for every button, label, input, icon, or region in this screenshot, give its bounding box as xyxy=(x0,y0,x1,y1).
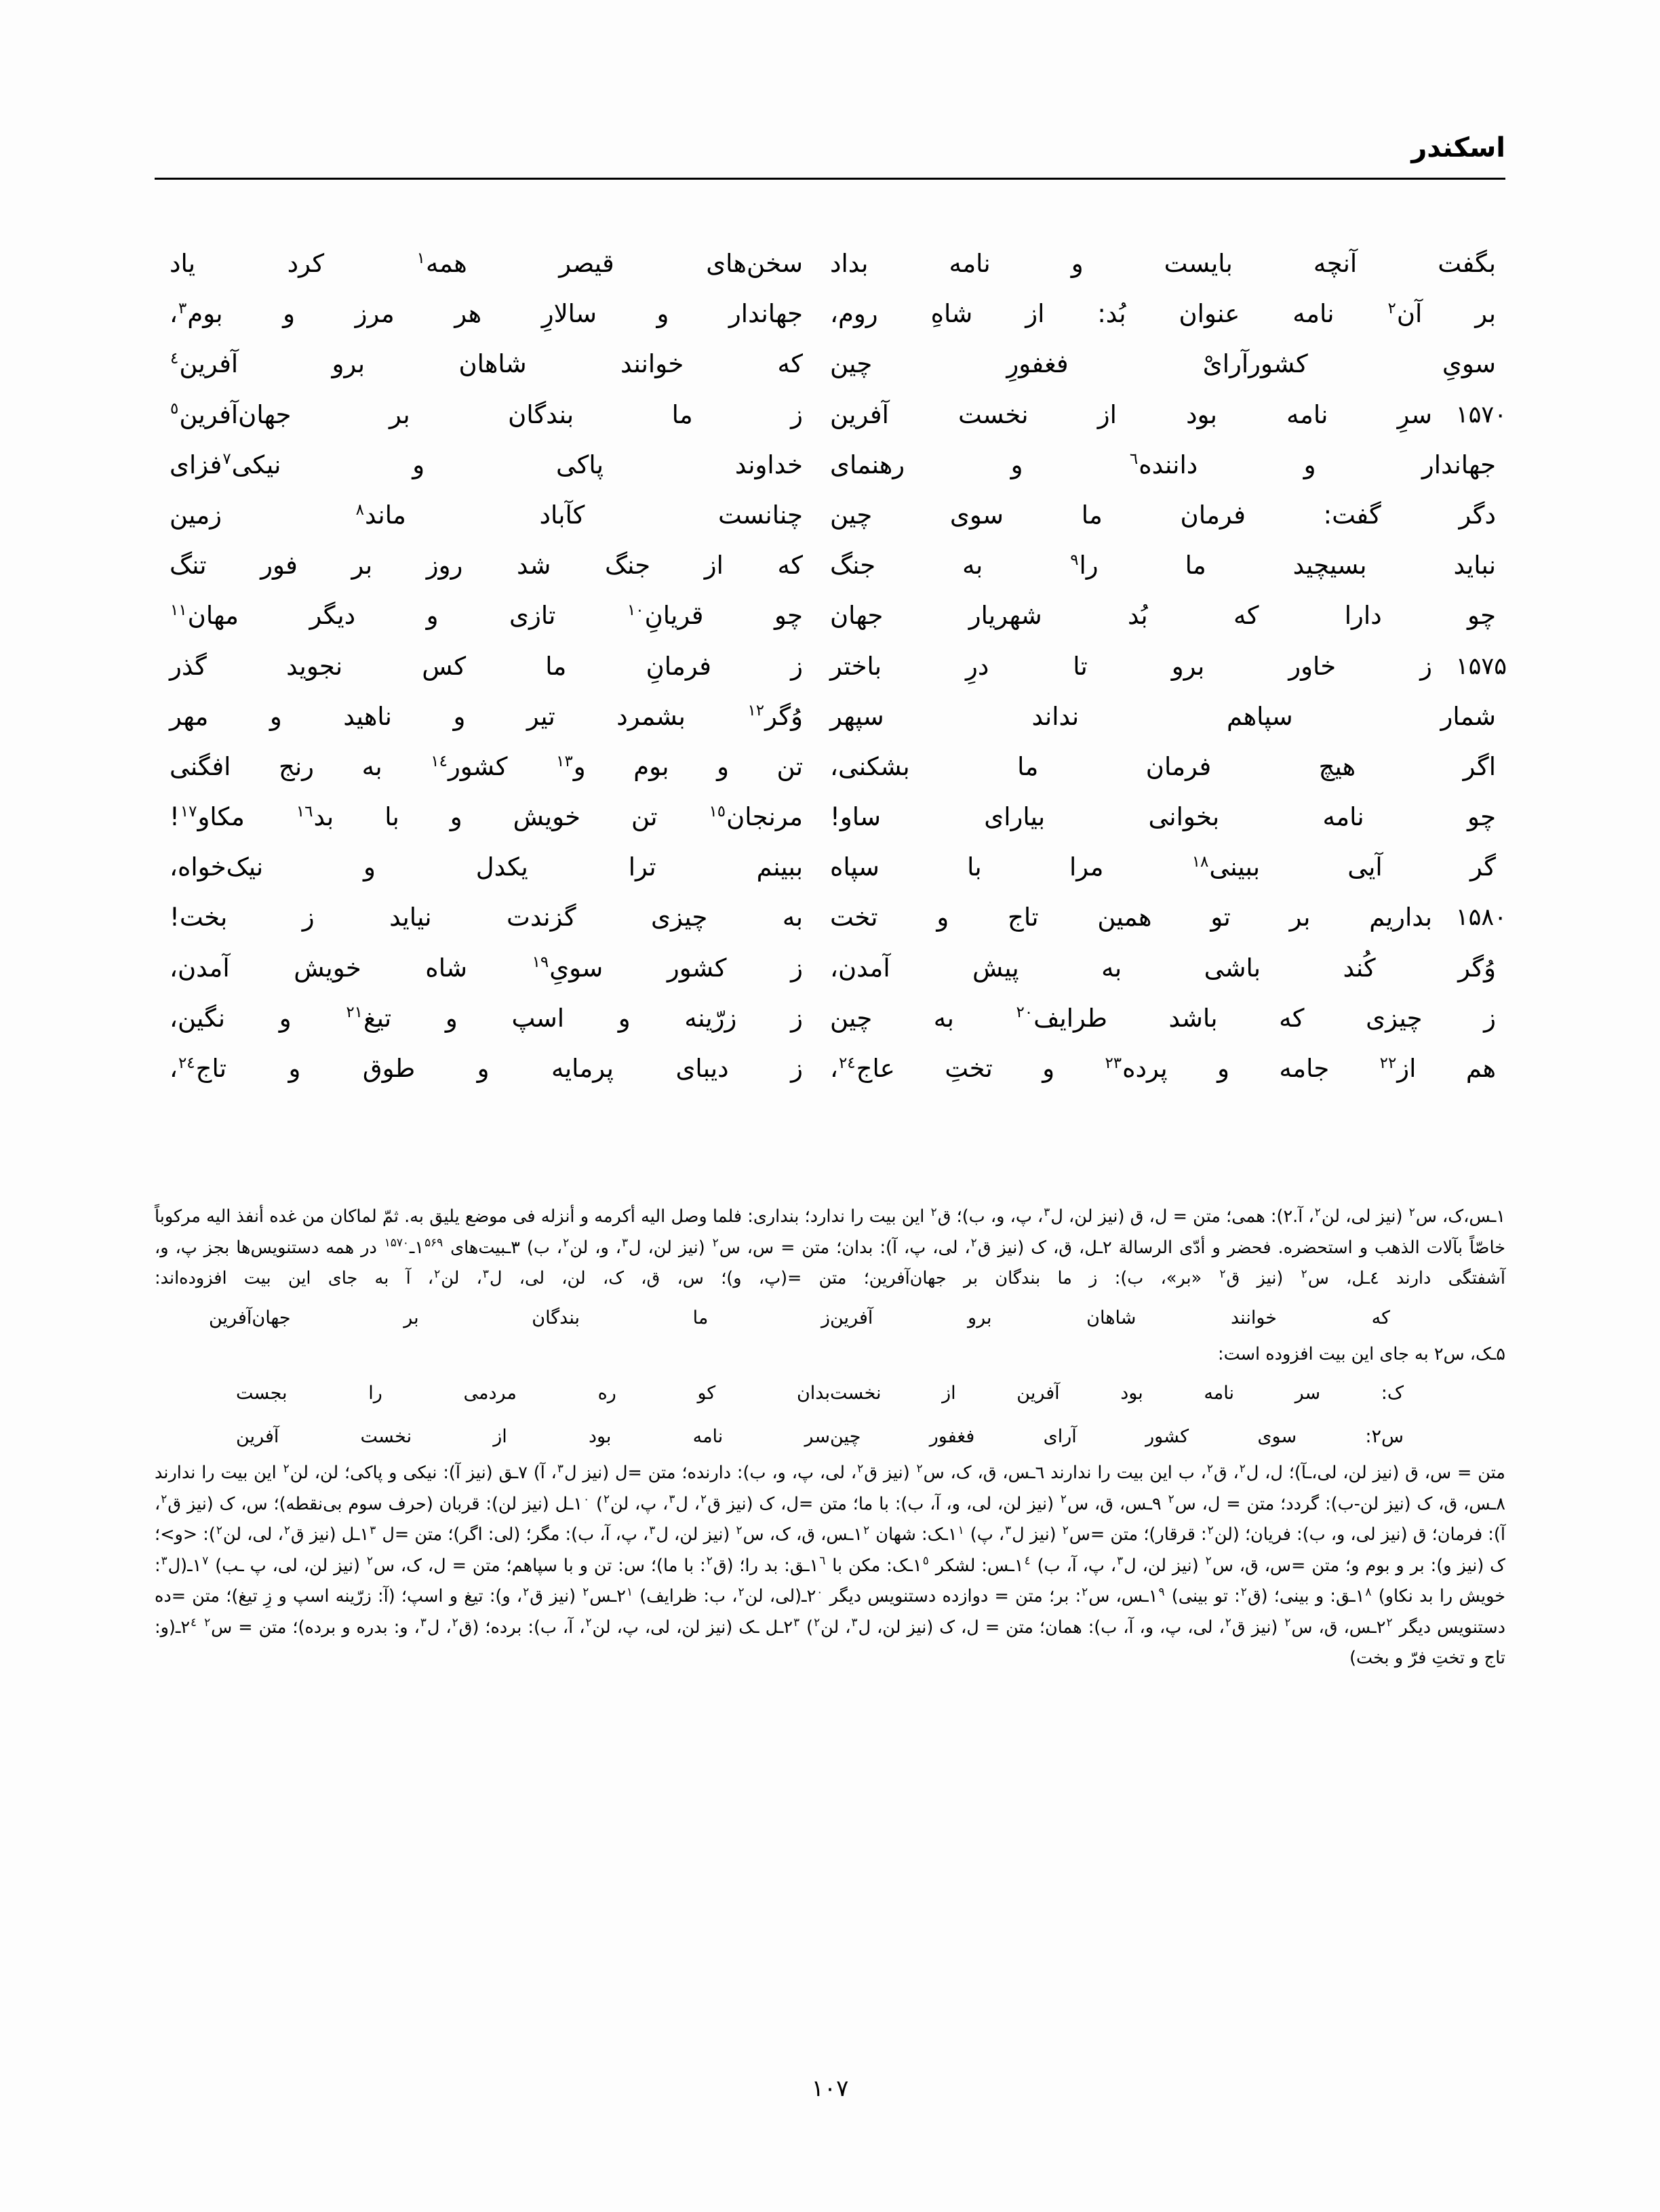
inset-verse-1 xyxy=(155,1299,1505,1338)
inset-verse-2-hemistich-right: ک: سر نامه بود آفرین از نخست xyxy=(830,1383,1404,1404)
hemistich-right xyxy=(830,339,1505,389)
verse-block xyxy=(155,239,1505,1094)
hemistich-right xyxy=(830,289,1505,339)
hemistich-right-text: ز خاور برو تا درِ باختر xyxy=(830,651,1432,681)
hemistich-left-text: که خوانند شاهان برو آفرین$^٤$ xyxy=(170,349,803,379)
hemistich-right-text: بر آن$^٢$ نامه عنوان بُد: از شاهِ روم، xyxy=(830,299,1496,329)
hemistich-right xyxy=(830,742,1505,792)
hemistich-right-text: نباید بسیچید ما را$^٩$ به جنگ xyxy=(830,551,1496,580)
hemistich-left-text: جهاندار و سالارِ هر مرز و بوم$^٣$، xyxy=(170,299,803,329)
hemistich-left-text: ز فرمانِ ما کس نجوید گذر xyxy=(170,651,803,681)
hemistich-right-text: جهاندار و داننده$^٦$ و رهنمای xyxy=(830,450,1496,479)
hemistich-right-text: دگر گفت: فرمان ما سوی چین xyxy=(830,500,1496,530)
hemistich-left xyxy=(155,289,830,339)
hemistich-left-text: ز کشور سویِ$^{١٩}$ شاه خویش آمدن، xyxy=(170,953,803,983)
hemistich-left-text: سخن‌های قیصر همه$^١$ کرد یاد xyxy=(170,249,803,278)
hemistich-left xyxy=(155,993,830,1044)
verse-line xyxy=(155,692,1505,742)
hemistich-left-text: مرنجان$^{١٥}$ تن خویش و با بد$^{١٦}$ مکاو$^{١٧}$! xyxy=(170,802,803,832)
hemistich-left-text: چنانست کآباد ماند$^٨$ زمین xyxy=(170,500,803,530)
inset-verse-1-hemistich-right: که خوانند شاهان برو آفرین xyxy=(830,1307,1390,1328)
verse-line xyxy=(155,1044,1505,1094)
verse-line xyxy=(155,993,1505,1044)
verse-line xyxy=(155,943,1505,993)
inset-verse-1-hemistich-left: ز ما بندگان بر جهان‌آفرین xyxy=(209,1307,830,1328)
hemistich-left-text: که از جنگ شد روز بر فور تنگ xyxy=(170,551,803,580)
hemistich-right xyxy=(830,440,1505,490)
verse-line xyxy=(155,490,1505,540)
hemistich-left xyxy=(155,692,830,742)
hemistich-right xyxy=(830,591,1505,641)
hemistich-right xyxy=(830,892,1505,943)
hemistich-left-text: ز زرّینه و اسپ و تیغ$^{٢١}$ و نگین، xyxy=(170,1003,803,1033)
hemistich-left xyxy=(155,390,830,440)
apparatus-paragraph-1: ۱ـس،ک، س$^٢$ (نیز لی، لن$^٢$، آ.٢): همی؛ متن = ل، ق (نیز لن، ل$^٣$، پ، و، ب)؛ ق$^٢$ این بیت را ندارد؛ بنداری: فلما وصل الیه أکرمه و أنزله فی موضع یلیق به. ثمّ لماکان من غده أنفذ الیه مرکوباً خاصّاً بآلات الذهب و استحضره. فحضر و أدّی الرسالة ٢ـل، ق، ک (نیز ق$^٢$، لی، پ، آ): بدان؛ متن = س، س$^٢$ (نیز لن، ل$^٣$، و، لن$^٢$، ب) ٣ـبیت‌های ۱$^{۵۶۹}$ـ$^{۱۵۷۰}$ در همه دستنویس‌ها بجز پ، و، آشفتگی دارند ٤ـل، س$^٢$ (نیز ق$^٢$ «بر»، ب): ز ما بندگان بر جهان‌آفرین؛ متن =(پ، و)؛ س، ق، ک، لن، لی، ل$^٣$، لن$^٢$، آ به جای این بیت افزوده‌اند: xyxy=(155,1204,1506,1288)
inset-verse-2-hemistich-left: بدان کو ره مردمی را بجست xyxy=(236,1383,830,1404)
hemistich-left xyxy=(155,239,830,289)
hemistich-right-text: گر آیی ببینی$^{١٨}$ مرا با سپاه xyxy=(830,852,1496,882)
verse-line xyxy=(155,540,1505,591)
hemistich-left xyxy=(155,339,830,389)
hemistich-right-text: سرِ نامه بود از نخست آفرین xyxy=(830,399,1432,429)
hemistich-right xyxy=(830,943,1505,993)
hemistich-right-text: اگر هیچ فرمان ما بشکنی، xyxy=(830,751,1496,781)
hemistich-left-text: وُگر$^{١٢}$ بشمرد تیر و ناهید و مهر xyxy=(170,701,803,731)
verse-line xyxy=(155,289,1505,339)
hemistich-right xyxy=(830,641,1505,692)
hemistich-left xyxy=(155,1044,830,1094)
hemistich-left-text: ز ما بندگان بر جهان‌آفرین$^٥$ xyxy=(170,399,803,429)
verse-number: ۱۵۸۰ xyxy=(1455,904,1507,932)
hemistich-right-text: هم از$^{٢٢}$ جامه و پرده$^{٢٣}$ و تختِ عاج$^{٢٤}$، xyxy=(830,1054,1497,1083)
hemistich-right-text: وُگر کُند باشی به پیش آمدن، xyxy=(830,953,1496,983)
inset-verse-3 xyxy=(155,1417,1505,1457)
running-head-title: اسکندر xyxy=(1411,132,1505,163)
verse-line xyxy=(155,842,1505,892)
hemistich-right xyxy=(830,692,1505,742)
hemistich-right-text: شمار سپاهم نداند سپهر xyxy=(830,701,1496,731)
hemistich-left-text: تن و بوم و$^{١٣}$ کشور$^{١٤}$ به رنج افگنی xyxy=(170,751,803,781)
hemistich-left xyxy=(155,792,830,842)
hemistich-left xyxy=(155,540,830,591)
hemistich-right xyxy=(830,1044,1505,1094)
hemistich-left xyxy=(155,742,830,792)
hemistich-right xyxy=(830,842,1505,892)
verse-line xyxy=(155,390,1505,440)
verse-line xyxy=(155,742,1505,792)
running-head xyxy=(155,133,1505,190)
hemistich-left-text: ببینم ترا یکدل و نیک‌خواه، xyxy=(170,852,803,882)
critical-apparatus xyxy=(155,1202,1505,1674)
inset-verse-3-hemistich-right: س٢: سوی کشور آرای فغفور چین xyxy=(830,1426,1404,1447)
hemistich-left xyxy=(155,440,830,490)
folio-number: ۱۰۷ xyxy=(811,2075,849,2102)
hemistich-right xyxy=(830,239,1505,289)
verse-line xyxy=(155,440,1505,490)
hemistich-right-text: چو نامه بخوانی بیارای ساو! xyxy=(830,802,1496,832)
hemistich-left xyxy=(155,591,830,641)
hemistich-left xyxy=(155,490,830,540)
hemistich-left-text: ز دیبای پرمایه و طوق و تاج$^{٢٤}$، xyxy=(170,1054,803,1083)
header-rule xyxy=(155,178,1505,180)
hemistich-right xyxy=(830,490,1505,540)
verse-number: ۱۵۷۰ xyxy=(1455,401,1507,429)
hemistich-left xyxy=(155,892,830,943)
hemistich-left xyxy=(155,641,830,692)
verse-line xyxy=(155,641,1505,692)
hemistich-right-text: بگفت آنچه بایست و نامه بداد xyxy=(830,249,1496,278)
hemistich-left xyxy=(155,943,830,993)
hemistich-left xyxy=(155,842,830,892)
hemistich-right xyxy=(830,792,1505,842)
hemistich-right-text: سویِ کشورآرایْ فغفورِ چین xyxy=(830,349,1496,379)
apparatus-after-inset-1: ۵ـک، س٢ به جای این بیت افزوده است: xyxy=(1218,1343,1505,1364)
hemistich-left-text: چو قریانِ$^{١٠}$ تازی و دیگر مهان$^{١١}$ xyxy=(170,601,803,631)
apparatus-tail-paragraph: متن = س، ق (نیز لن، لی،ـآ)؛ ل، ل$^٢$، ق$^٢$، ب این بیت را ندارند ٦ـس، ق، ک، س$^٢$ (نیز ق$^٢$، لی، پ، و، ب): دارنده؛ متن =ل (نیز ل$^٣$، آ) ٧ـق (نیز آ): نیکی و پاکی؛ لن، لن$^٢$ این بیت را ندارند ٨ـس، ق، ک (نیز لن-ب): گردد؛ متن = ل، س$^٢$ ٩ـس، ق، س$^٢$ (نیز لن، لی، و، آ، ب): با ما؛ متن =ل، ک (نیز ق$^٢$، ل$^٣$، پ، لن$^٢$) ١$^٠$ـل (نیز لن): قربان (حرف سوم بی‌نقطه)؛ س، ک (نیز ق$^٢$، آ): فرمان؛ ق (نیز لی، و، ب): فریان؛ (لن$^٢$: قرقار)؛ متن =س$^٢$ (نیز ل$^٣$، پ) ١$^١$ـک: شهان ١$^٢$ـس، ق، ک، س$^٢$ (نیز لن، ل$^٣$، پ، آ، ب): مگر؛ (لی: اگر)؛ متن =ل ١$^٣$ـل (نیز ق$^٢$، لی، لن$^٢$): <و>؛ک (نیز و): بر و بوم و؛ متن =س، ق، س$^٢$ (نیز لن، ل$^٣$، پ، آ، ب) ١$^٤$ـس: لشکر ١$^٥$ـک: مکن با ١$^٦$ـق: بد را؛ (ق$^٢$: با ما)؛ س: تن و با سپاهم؛ متن = ل، ک، س$^٢$ (نیز لن، لی، پ ـب) ١$^٧$ـ(ل$^٣$: خویش را بد نکاو) ١$^٨$ـق: و بینی؛ (ق$^٢$: تو بینی) ١$^٩$ـس، س$^٢$: بر؛ متن = دوازده دستنویس دیگر ٢$^٠$ـ(لی، لن$^٢$، ب: ظرایف) ٢$^١$ـس$^٢$ (نیز ق$^٢$، و): تیغ و اسپ؛ (آ: زرّینه اسپ و زِ تیغ)؛ متن =ده دستنویس دیگر ٢$^٢$ـس، ق، س$^٢$ (نیز ق$^٢$، لی، پ، و، آ، ب): همان؛ متن = ل، ک (نیز لن، ل$^٣$، لن$^٢$) ٢$^٣$ـل ـک (نیز لن، لی، پ، لن$^٢$، آ، ب): برده؛ (ق$^٢$، ل$^٣$، و: بدره و برده)؛ متن = س$^٢$ ٢$^٤$ـ(و: تاج و تختِ فرّ و بخت) xyxy=(155,1461,1506,1668)
hemistich-right xyxy=(830,390,1505,440)
hemistich-right-text: چو دارا که بُد شهریار جهان xyxy=(830,601,1496,631)
inset-verse-2 xyxy=(155,1374,1505,1413)
verse-line xyxy=(155,792,1505,842)
hemistich-right-text: بداریم بر تو همین تاج و تخت xyxy=(830,903,1432,932)
verse-number: ۱۵۷۵ xyxy=(1455,652,1507,680)
hemistich-right xyxy=(830,993,1505,1044)
hemistich-right-text: ز چیزی که باشد طرایف$^{٢٠}$ به چین xyxy=(830,1003,1496,1033)
verse-line xyxy=(155,892,1505,943)
inset-verse-3-hemistich-left: سر نامه بود از نخست آفرین xyxy=(236,1426,830,1447)
verse-line xyxy=(155,239,1505,289)
hemistich-right xyxy=(830,540,1505,591)
verse-line xyxy=(155,339,1505,389)
hemistich-left-text: خداوند پاکی و نیکی$^٧$فزای xyxy=(170,450,803,479)
hemistich-left-text: به چیزی گزندت نیاید ز بخت! xyxy=(170,903,803,932)
verse-line xyxy=(155,591,1505,641)
